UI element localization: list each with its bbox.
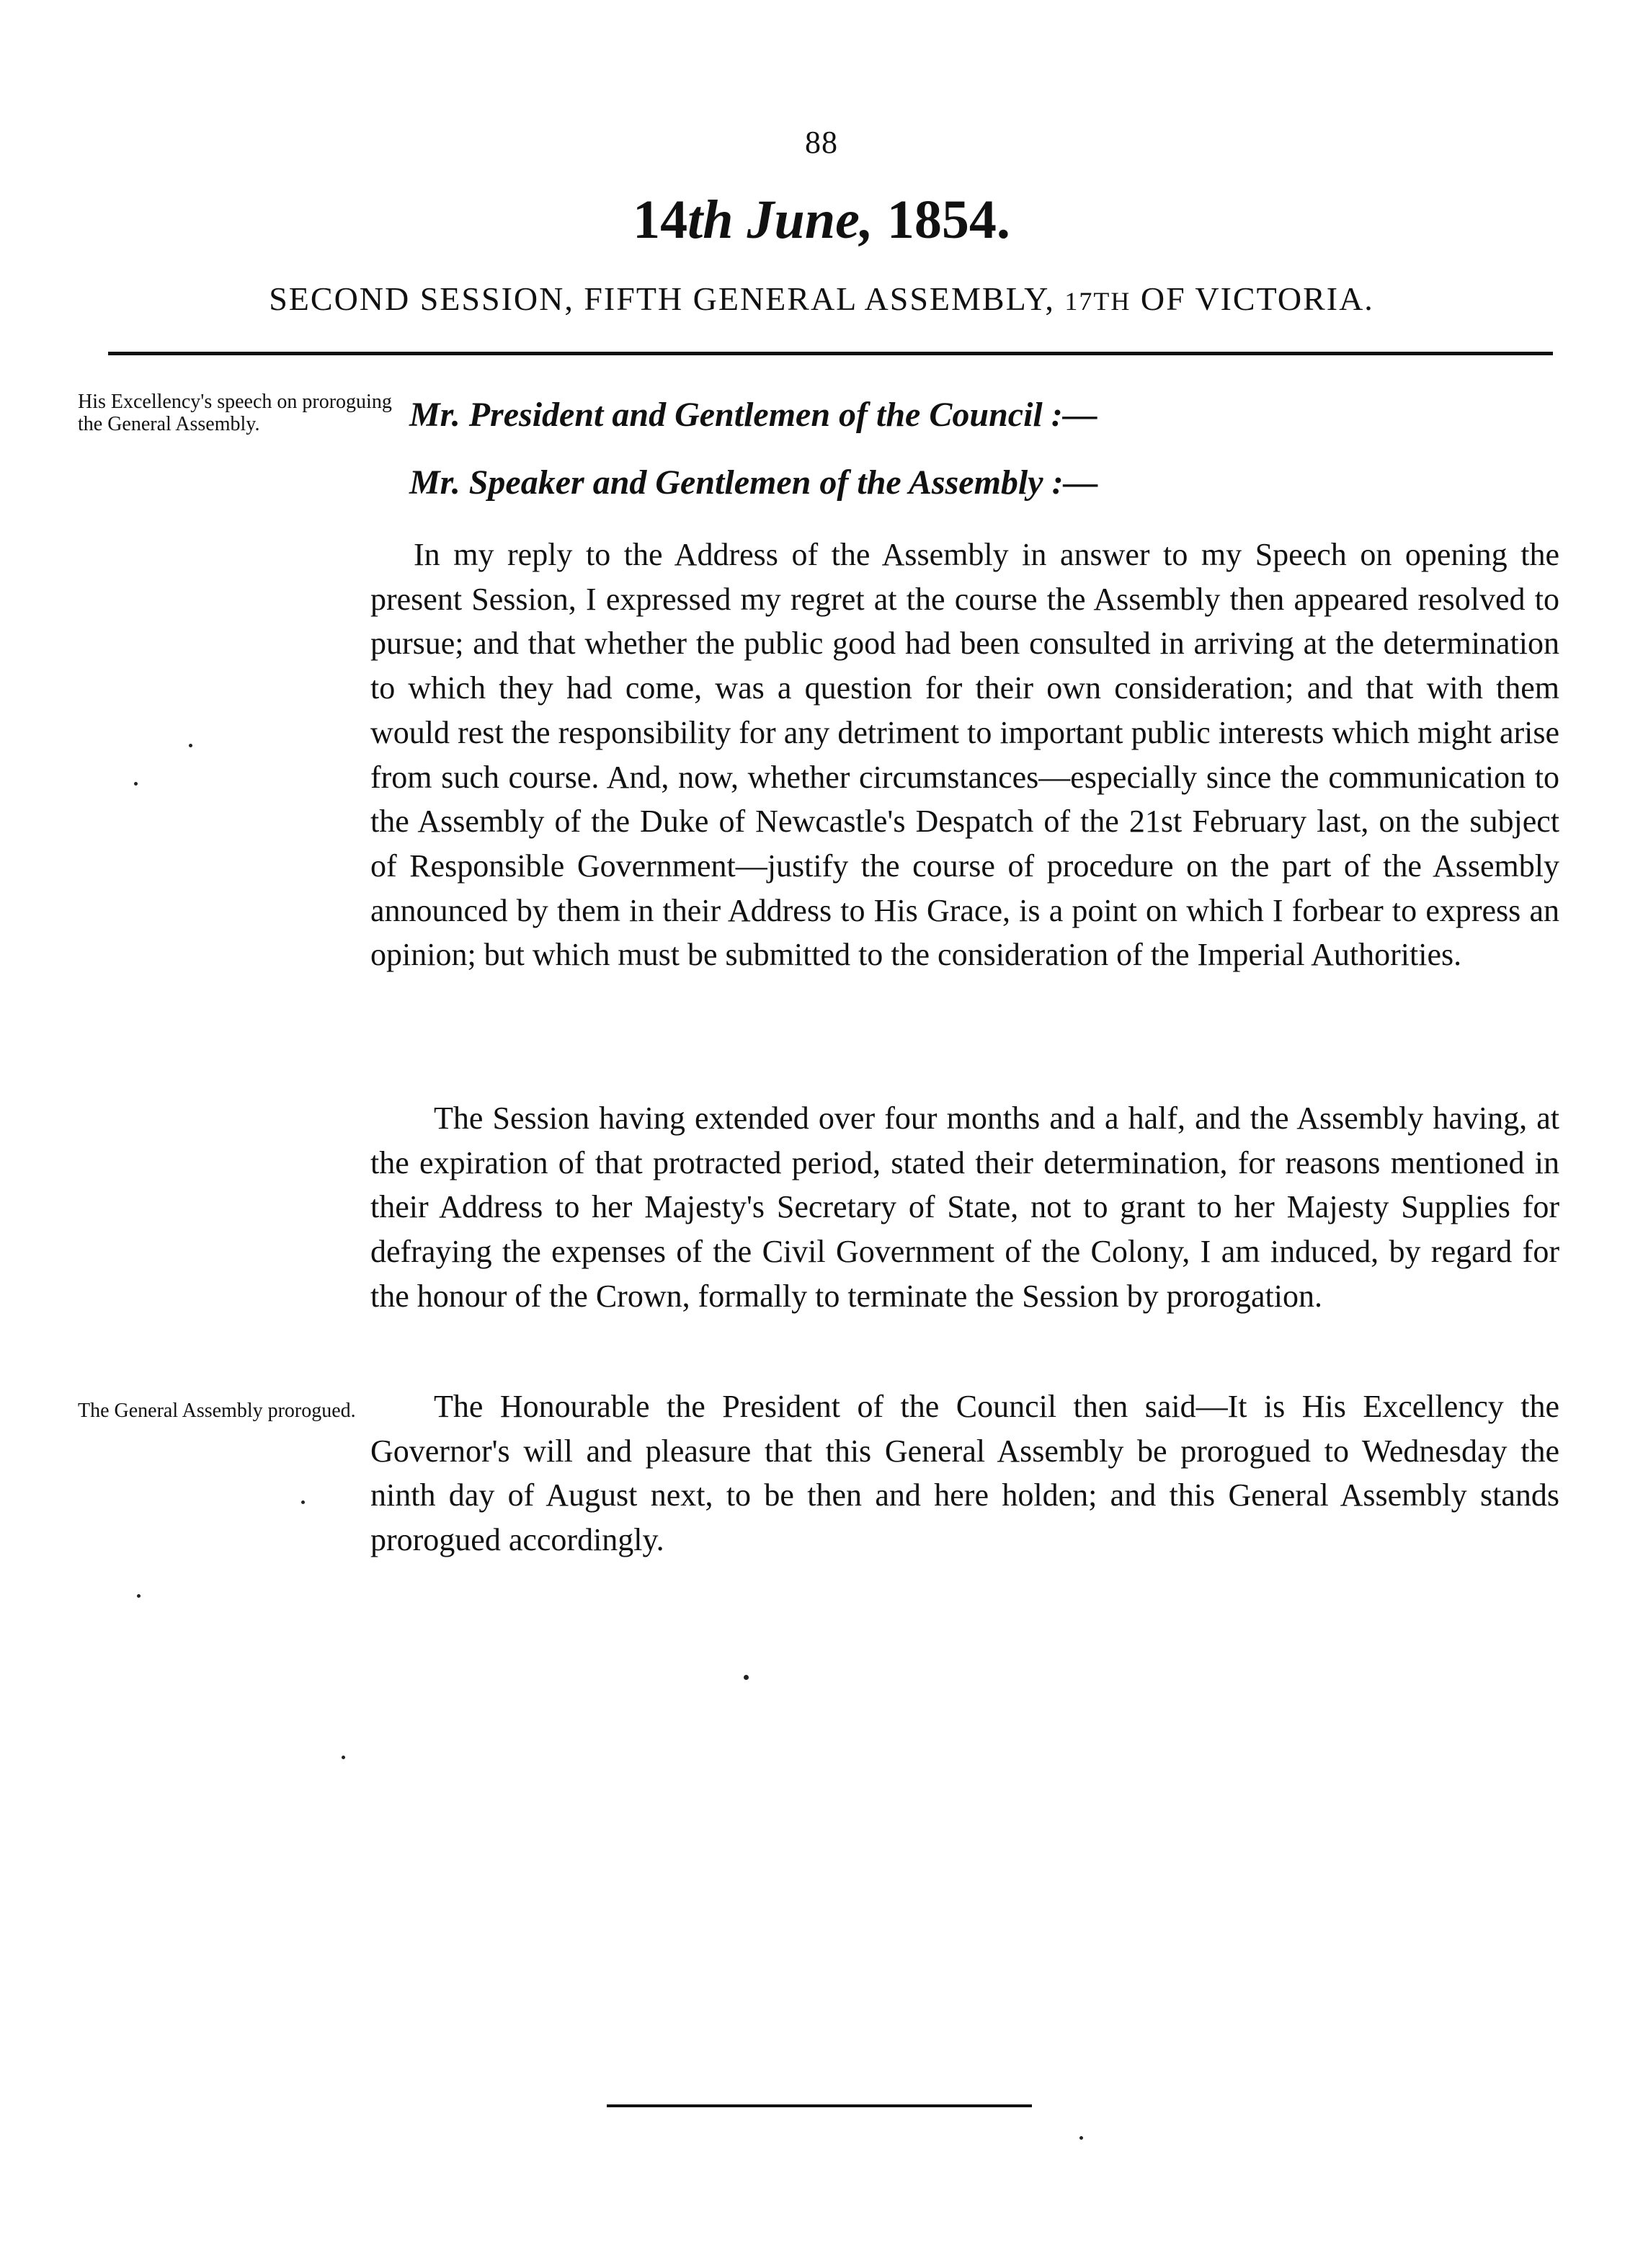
margin-note-speech: His Excellency's speech on proroguing the General Assembly. — [78, 391, 392, 435]
session-heading-end: OF VICTORIA. — [1131, 280, 1374, 317]
date-heading — [0, 189, 1643, 252]
margin-note-prorogued: The General Assembly prorogued. — [78, 1400, 356, 1422]
date-day: 14 — [633, 190, 688, 250]
header-divider — [108, 352, 1553, 355]
scan-speck — [301, 1500, 305, 1504]
session-heading — [0, 280, 1643, 318]
scan-speck — [1079, 2136, 1083, 2140]
scan-speck — [744, 1675, 749, 1680]
closing-divider — [607, 2104, 1032, 2107]
session-regnal-year: 17TH — [1064, 287, 1131, 316]
scan-speck — [137, 1594, 141, 1598]
date-year: 1854. — [886, 190, 1010, 250]
scan-speck — [189, 744, 192, 747]
salutation-council: Mr. President and Gentlemen of the Council :— — [409, 396, 1097, 434]
speech-paragraph-prorogation: The Session having extended over four months and a half, and the Assembly having, at the expiration of that protracted period, stated their determination, for reasons mentioned in their Address to her Majesty's Secretary of State, not to grant to her Majesty Supplies for defraying the expenses of the Civil Government of the Colony, I am induced, by regard for the honour of the Crown, formally to terminate the Session by prorogation. — [370, 1100, 1559, 1314]
scan-speck — [134, 782, 138, 786]
scan-speck — [342, 1756, 345, 1759]
session-heading-main: SECOND SESSION, FIFTH GENERAL ASSEMBLY, — [269, 280, 1065, 317]
page-number: 88 — [805, 125, 838, 160]
date-month: th June, — [687, 190, 873, 250]
salutation-assembly: Mr. Speaker and Gentlemen of the Assembly :— — [409, 463, 1098, 502]
speech-paragraph-reply: In my reply to the Address of the Assembly in answer to my Speech on opening the present Session, I expressed my regret at the course the Assembly then appeared resolved to pursue; and that whether the public good had been consulted in arriving at the determination to which they had come, was a question for their own consideration; and that with them would rest the responsibility for any detriment to important public interests which might arise from such course. And, now, whether circumstances—especially since the communication to the Assembly of the Duke of Newcastle's Despatch of the 21st February last, on the subject of Responsible Government—justify the course of procedure on the part of the Assembly announced by them in their Address to His Grace, is a point on which I forbear to express an opinion; but which must be submitted to the consideration of the Imperial Authorities. — [370, 537, 1559, 973]
proclamation-paragraph: The Honourable the President of the Council then said—It is His Excellency the Governor's will and pleasure that this General Assembly be prorogued to Wednesday the ninth day of August next, to be then and here holden; and this General Assembly stands prorogued accordingly. — [370, 1389, 1559, 1558]
